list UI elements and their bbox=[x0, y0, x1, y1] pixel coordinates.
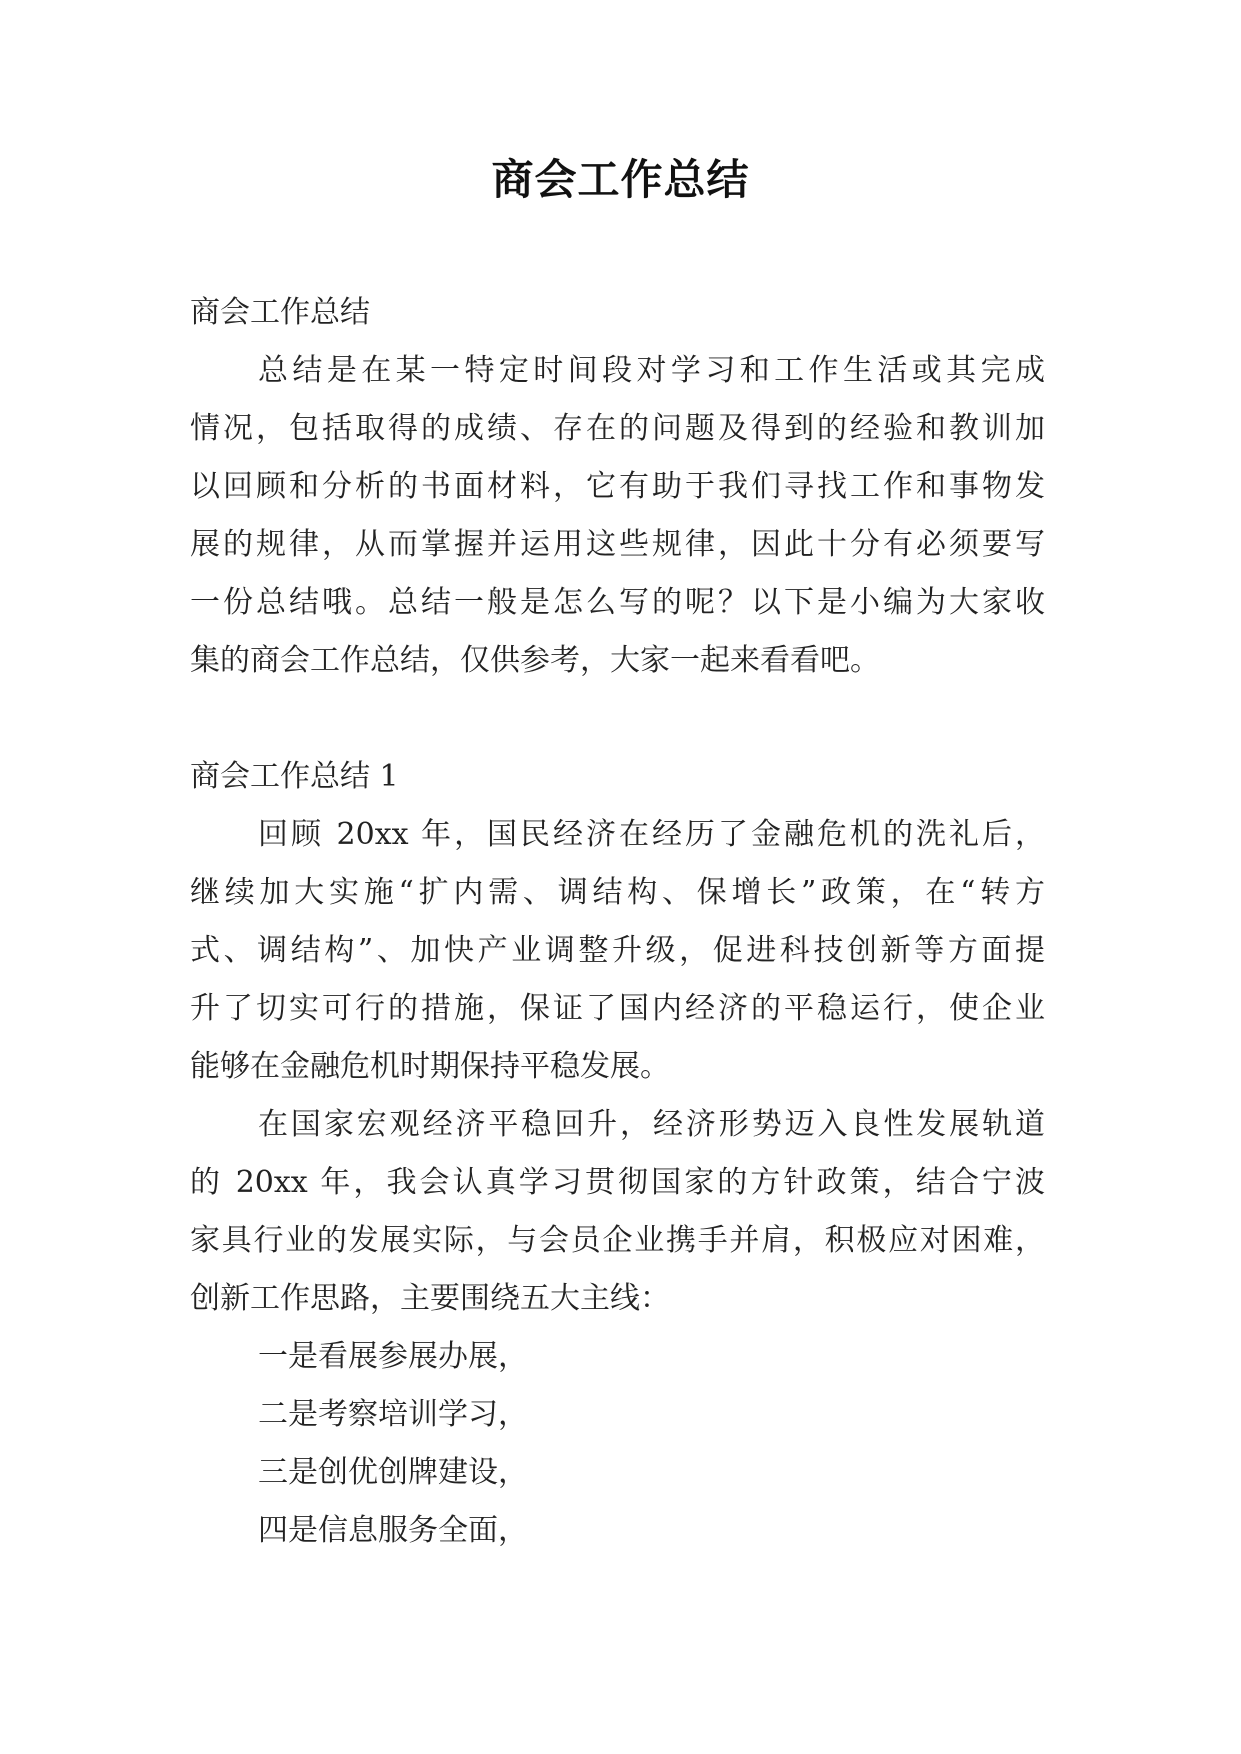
section-heading: 商会工作总结 1 bbox=[190, 759, 399, 794]
paragraph-line: 一份总结哦。总结一般是怎么写的呢？以下是小编为大家收 bbox=[190, 585, 1045, 620]
paragraph-line: 升了切实可行的措施，保证了国内经济的平稳运行，使企业 bbox=[190, 991, 1045, 1026]
list-item: 一是看展参展办展， bbox=[258, 1339, 528, 1374]
paragraph-line: 家具行业的发展实际，与会员企业携手并肩，积极应对困难， bbox=[190, 1223, 1045, 1258]
subheading: 商会工作总结 bbox=[190, 295, 370, 330]
list-item: 三是创优创牌建设， bbox=[258, 1455, 528, 1490]
blank-line bbox=[190, 690, 1045, 748]
list-item: 二是考察培训学习， bbox=[258, 1397, 528, 1432]
intro-paragraph bbox=[190, 342, 1045, 690]
document-title: 商会工作总结 bbox=[491, 155, 750, 204]
paragraph-line: 集的商会工作总结，仅供参考，大家一起来看看吧。 bbox=[190, 643, 880, 678]
paragraph-line: 以回顾和分析的书面材料，它有助于我们寻找工作和事物发 bbox=[190, 469, 1045, 504]
paragraph-line: 在国家宏观经济平稳回升，经济形势迈入良性发展轨道 bbox=[258, 1107, 1045, 1142]
paragraph-line: 情况，包括取得的成绩、存在的问题及得到的经验和教训加 bbox=[190, 411, 1045, 446]
section1-paragraph-1 bbox=[190, 806, 1045, 1096]
section1-paragraph-2 bbox=[190, 1096, 1045, 1328]
document-body bbox=[190, 284, 1045, 1560]
paragraph-line: 能够在金融危机时期保持平稳发展。 bbox=[190, 1049, 670, 1084]
paragraph-line: 式、调结构”、加快产业调整升级，促进科技创新等方面提 bbox=[190, 933, 1045, 968]
paragraph-line: 回顾 20xx 年，国民经济在经历了金融危机的洗礼后， bbox=[258, 817, 1045, 852]
paragraph-line: 总结是在某一特定时间段对学习和工作生活或其完成 bbox=[258, 353, 1045, 388]
paragraph-line: 继续加大实施“扩内需、调结构、保增长”政策，在“转方 bbox=[190, 875, 1045, 910]
paragraph-line: 的 20xx 年，我会认真学习贯彻国家的方针政策，结合宁波 bbox=[190, 1165, 1045, 1200]
list-item: 四是信息服务全面， bbox=[258, 1513, 528, 1548]
paragraph-line: 展的规律，从而掌握并运用这些规律，因此十分有必须要写 bbox=[190, 527, 1045, 562]
paragraph-line: 创新工作思路，主要围绕五大主线： bbox=[190, 1281, 670, 1316]
main-lines-list bbox=[190, 1328, 1045, 1560]
